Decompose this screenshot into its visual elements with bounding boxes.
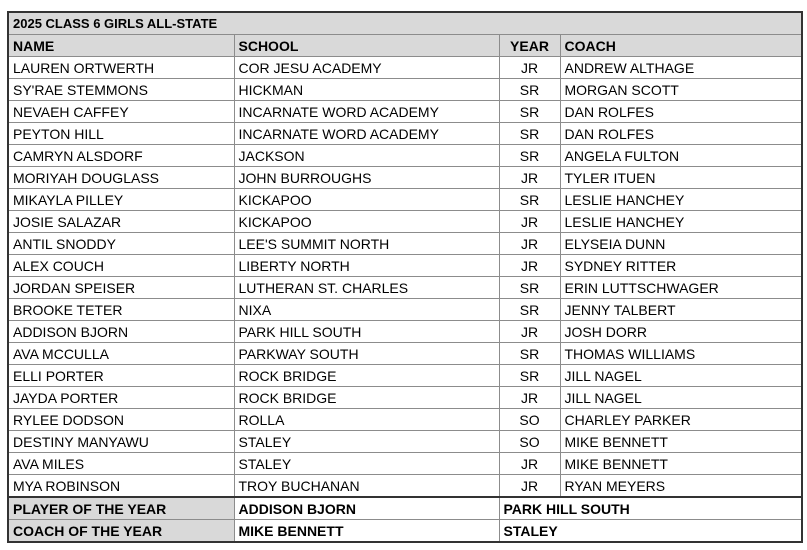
cell-coach: MIKE BENNETT xyxy=(560,453,802,475)
cell-coach: MIKE BENNETT xyxy=(560,431,802,453)
cell-name: AVA MCCULLA xyxy=(8,343,234,365)
cell-coach: ERIN LUTTSCHWAGER xyxy=(560,277,802,299)
cell-year: SR xyxy=(499,365,560,387)
cell-name: JAYDA PORTER xyxy=(8,387,234,409)
table-row xyxy=(8,409,802,431)
cell-school: TROY BUCHANAN xyxy=(234,475,499,498)
cell-coach: JILL NAGEL xyxy=(560,387,802,409)
table-row xyxy=(8,211,802,233)
table-row xyxy=(8,189,802,211)
cell-year: SR xyxy=(499,101,560,123)
cell-school: JOHN BURROUGHS xyxy=(234,167,499,189)
table-row xyxy=(8,57,802,79)
table-row xyxy=(8,475,802,498)
header-row xyxy=(8,35,802,57)
cell-coach: DAN ROLFES xyxy=(560,123,802,145)
cell-school: ROCK BRIDGE xyxy=(234,387,499,409)
cell-school: KICKAPOO xyxy=(234,189,499,211)
award-winner: MIKE BENNETT xyxy=(234,520,499,543)
cell-school: HICKMAN xyxy=(234,79,499,101)
cell-school: INCARNATE WORD ACADEMY xyxy=(234,101,499,123)
cell-name: ELLI PORTER xyxy=(8,365,234,387)
cell-name: AVA MILES xyxy=(8,453,234,475)
cell-name: MYA ROBINSON xyxy=(8,475,234,498)
cell-name: ADDISON BJORN xyxy=(8,321,234,343)
cell-year: SR xyxy=(499,299,560,321)
table-row xyxy=(8,299,802,321)
table-row xyxy=(8,145,802,167)
cell-name: SY'RAE STEMMONS xyxy=(8,79,234,101)
cell-coach: ANGELA FULTON xyxy=(560,145,802,167)
cell-school: LIBERTY NORTH xyxy=(234,255,499,277)
cell-name: NEVAEH CAFFEY xyxy=(8,101,234,123)
cell-name: BROOKE TETER xyxy=(8,299,234,321)
cell-name: ANTIL SNODDY xyxy=(8,233,234,255)
table-row xyxy=(8,431,802,453)
cell-school: ROLLA xyxy=(234,409,499,431)
cell-coach: TYLER ITUEN xyxy=(560,167,802,189)
cell-coach: LESLIE HANCHEY xyxy=(560,211,802,233)
cell-year: SR xyxy=(499,343,560,365)
cell-name: JOSIE SALAZAR xyxy=(8,211,234,233)
table-row xyxy=(8,255,802,277)
cell-coach: THOMAS WILLIAMS xyxy=(560,343,802,365)
cell-coach: DAN ROLFES xyxy=(560,101,802,123)
cell-coach: JILL NAGEL xyxy=(560,365,802,387)
table-title-row xyxy=(8,12,802,35)
cell-school: COR JESU ACADEMY xyxy=(234,57,499,79)
cell-coach: ELYSEIA DUNN xyxy=(560,233,802,255)
header-school: SCHOOL xyxy=(234,35,499,57)
award-row xyxy=(8,520,802,543)
cell-school: LEE'S SUMMIT NORTH xyxy=(234,233,499,255)
cell-year: JR xyxy=(499,57,560,79)
table-row xyxy=(8,79,802,101)
table-row xyxy=(8,343,802,365)
cell-name: LAUREN ORTWERTH xyxy=(8,57,234,79)
table-row xyxy=(8,321,802,343)
cell-name: MORIYAH DOUGLASS xyxy=(8,167,234,189)
cell-school: LUTHERAN ST. CHARLES xyxy=(234,277,499,299)
cell-coach: RYAN MEYERS xyxy=(560,475,802,498)
award-label: COACH OF THE YEAR xyxy=(8,520,234,543)
cell-year: JR xyxy=(499,321,560,343)
cell-school: STALEY xyxy=(234,431,499,453)
all-state-sheet xyxy=(7,11,801,543)
cell-school: KICKAPOO xyxy=(234,211,499,233)
cell-school: ROCK BRIDGE xyxy=(234,365,499,387)
table-row xyxy=(8,101,802,123)
cell-coach: JENNY TALBERT xyxy=(560,299,802,321)
header-name: NAME xyxy=(8,35,234,57)
table-row xyxy=(8,167,802,189)
cell-name: ALEX COUCH xyxy=(8,255,234,277)
cell-school: JACKSON xyxy=(234,145,499,167)
all-state-table xyxy=(7,11,803,543)
table-row xyxy=(8,233,802,255)
header-year: YEAR xyxy=(499,35,560,57)
table-row xyxy=(8,387,802,409)
cell-name: MIKAYLA PILLEY xyxy=(8,189,234,211)
cell-name: PEYTON HILL xyxy=(8,123,234,145)
cell-year: SR xyxy=(499,277,560,299)
cell-year: JR xyxy=(499,387,560,409)
cell-year: JR xyxy=(499,211,560,233)
award-winner: ADDISON BJORN xyxy=(234,497,499,520)
cell-school: PARK HILL SOUTH xyxy=(234,321,499,343)
cell-name: CAMRYN ALSDORF xyxy=(8,145,234,167)
cell-coach: MORGAN SCOTT xyxy=(560,79,802,101)
cell-school: INCARNATE WORD ACADEMY xyxy=(234,123,499,145)
cell-year: JR xyxy=(499,453,560,475)
table-title: 2025 CLASS 6 GIRLS ALL-STATE xyxy=(8,12,802,35)
table-row xyxy=(8,365,802,387)
cell-year: JR xyxy=(499,475,560,498)
cell-coach: CHARLEY PARKER xyxy=(560,409,802,431)
cell-coach: JOSH DORR xyxy=(560,321,802,343)
cell-year: SO xyxy=(499,431,560,453)
cell-coach: ANDREW ALTHAGE xyxy=(560,57,802,79)
cell-name: DESTINY MANYAWU xyxy=(8,431,234,453)
table-row xyxy=(8,453,802,475)
award-row xyxy=(8,497,802,520)
cell-year: SR xyxy=(499,79,560,101)
table-row xyxy=(8,277,802,299)
award-school: PARK HILL SOUTH xyxy=(499,497,802,520)
cell-year: SO xyxy=(499,409,560,431)
cell-year: JR xyxy=(499,255,560,277)
cell-school: NIXA xyxy=(234,299,499,321)
cell-school: PARKWAY SOUTH xyxy=(234,343,499,365)
cell-name: RYLEE DODSON xyxy=(8,409,234,431)
cell-school: STALEY xyxy=(234,453,499,475)
cell-name: JORDAN SPEISER xyxy=(8,277,234,299)
cell-year: JR xyxy=(499,233,560,255)
cell-year: SR xyxy=(499,145,560,167)
cell-year: SR xyxy=(499,189,560,211)
table-row xyxy=(8,123,802,145)
cell-coach: LESLIE HANCHEY xyxy=(560,189,802,211)
award-school: STALEY xyxy=(499,520,802,543)
cell-year: SR xyxy=(499,123,560,145)
cell-coach: SYDNEY RITTER xyxy=(560,255,802,277)
header-coach: COACH xyxy=(560,35,802,57)
award-label: PLAYER OF THE YEAR xyxy=(8,497,234,520)
cell-year: JR xyxy=(499,167,560,189)
